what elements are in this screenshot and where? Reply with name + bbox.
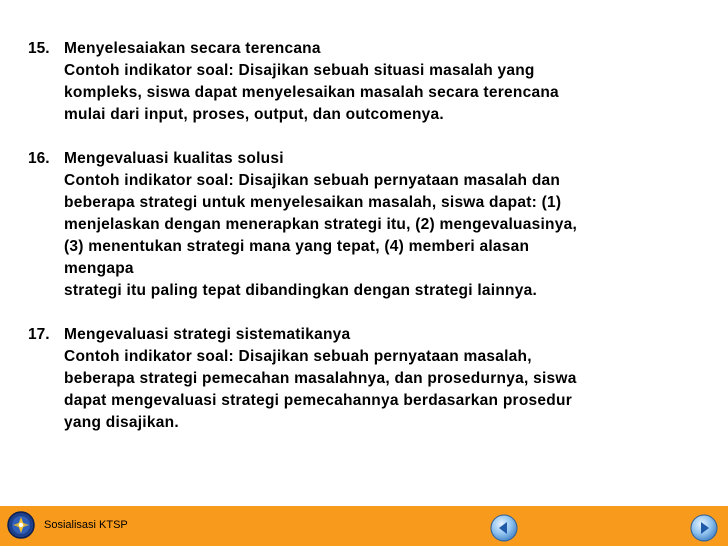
item-heading: Mengevaluasi kualitas solusi bbox=[64, 150, 284, 167]
emblem-icon bbox=[6, 510, 36, 540]
item-line: mulai dari input, proses, output, dan outcomenya. bbox=[64, 106, 444, 123]
item-line: yang disajikan. bbox=[64, 414, 179, 431]
list-item-16 bbox=[28, 148, 708, 302]
item-heading: Menyelesaiakan secara terencana bbox=[64, 40, 321, 57]
item-number: 17. bbox=[28, 326, 50, 343]
item-line: Contoh indikator soal: Disajikan sebuah pernyataan masalah dan bbox=[64, 172, 561, 189]
footer-bar bbox=[0, 506, 728, 546]
item-line: mengapa bbox=[64, 260, 134, 277]
item-line: menjelaskan dengan menerapkan strategi itu, (2) mengevaluasinya, bbox=[64, 216, 578, 233]
item-number: 15. bbox=[28, 40, 50, 57]
item-line: (3) menentukan strategi mana yang tepat, (4) memberi alasan bbox=[64, 238, 530, 255]
footer-label: Sosialisasi KTSP bbox=[44, 519, 128, 531]
item-line: strategi itu paling tepat dibandingkan dengan strategi lainnya. bbox=[64, 282, 538, 299]
list-item-17 bbox=[28, 324, 708, 434]
item-number: 16. bbox=[28, 150, 50, 167]
item-line: Contoh indikator soal: Disajikan sebuah situasi masalah yang bbox=[64, 62, 535, 79]
list-item-15 bbox=[28, 38, 708, 126]
item-line: beberapa strategi pemecahan masalahnya, dan prosedurnya, siswa bbox=[64, 370, 577, 387]
item-line: dapat mengevaluasi strategi pemecahannya berdasarkan prosedur bbox=[64, 392, 572, 409]
arrow-right-icon[interactable] bbox=[690, 514, 718, 542]
item-line: beberapa strategi untuk menyelesaikan masalah, siswa dapat: (1) bbox=[64, 194, 562, 211]
item-line: kompleks, siswa dapat menyelesaikan masalah secara terencana bbox=[64, 84, 559, 101]
slide-content bbox=[28, 38, 708, 456]
item-line: Contoh indikator soal: Disajikan sebuah pernyataan masalah, bbox=[64, 348, 532, 365]
item-heading: Mengevaluasi strategi sistematikanya bbox=[64, 326, 351, 343]
arrow-left-icon[interactable] bbox=[490, 514, 518, 542]
